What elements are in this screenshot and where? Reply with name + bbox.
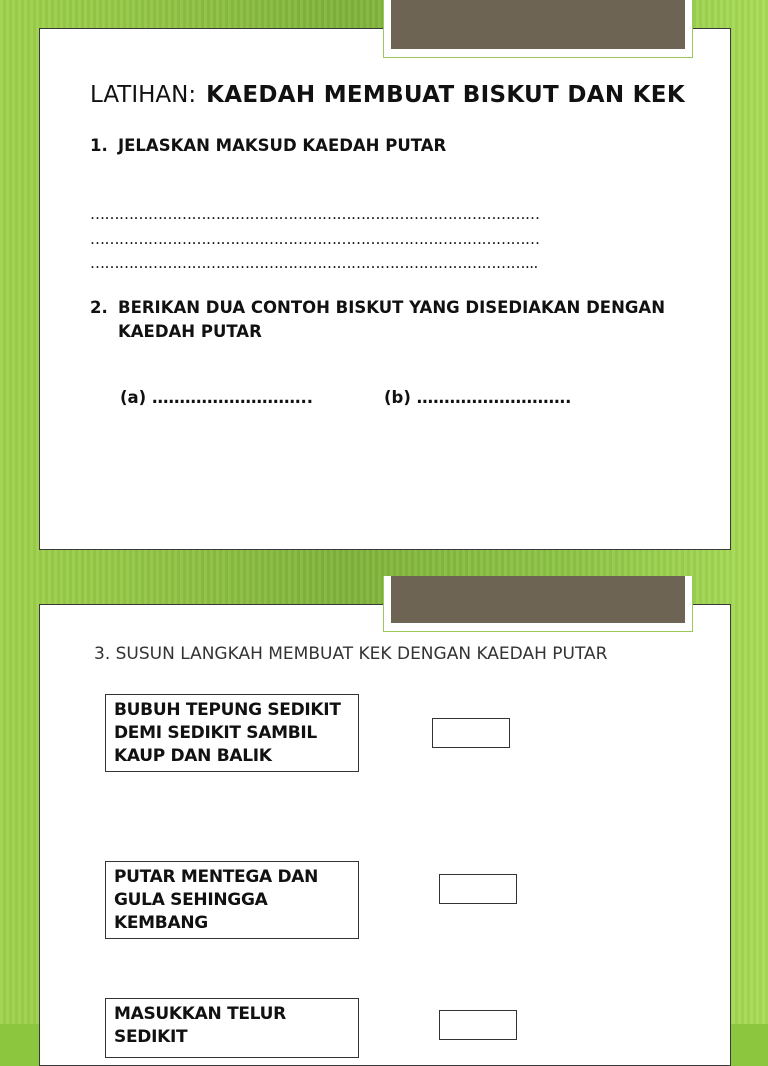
step-card-line: MASUKKAN TELUR SEDIKIT: [114, 1004, 286, 1047]
question-1-text: JELASKAN MAKSUD KAEDAH PUTAR: [118, 136, 447, 155]
step-card[interactable]: [105, 861, 359, 939]
order-input-box[interactable]: [432, 718, 510, 748]
question-1: [90, 134, 650, 158]
slide-2: [0, 576, 768, 1047]
slide-2-title-tab-frame: [383, 576, 693, 632]
step-card-line: GULA SEHINGGA: [114, 890, 268, 910]
question-2: [90, 296, 690, 344]
slide-2-title-tab: [391, 576, 685, 623]
page-title: [90, 82, 685, 108]
order-input-box[interactable]: [439, 1010, 517, 1040]
question-2-number: 2.: [90, 298, 108, 317]
slide-2-content-panel: [39, 604, 731, 1066]
step-card[interactable]: [105, 694, 359, 772]
question-3-title: 3. SUSUN LANGKAH MEMBUAT KEK DENGAN KAEDAH PUTAR: [94, 644, 608, 664]
question-2-line-1: BERIKAN DUA CONTOH BISKUT YANG DISEDIAKAN DENGAN: [118, 298, 666, 317]
question-2-line-2: KAEDAH PUTAR: [118, 322, 262, 341]
step-card-line: KEMBANG: [114, 913, 208, 933]
title-text: KAEDAH MEMBUAT BISKUT DAN KEK: [206, 82, 685, 108]
step-card-line: KAUP DAN BALIK: [114, 746, 272, 766]
title-label: LATIHAN:: [90, 82, 197, 108]
answer-line-3[interactable]: ………………………………………………………………………………...: [90, 254, 538, 272]
order-input-box[interactable]: [439, 874, 517, 904]
answer-line-1[interactable]: …………………………………………………………………………………: [90, 205, 540, 223]
answer-b[interactable]: (b) ……………………….: [384, 388, 572, 407]
slide-1-title-tab: [391, 0, 685, 49]
step-card-line: PUTAR MENTEGA DAN: [114, 867, 319, 887]
answer-a[interactable]: (a) ………………………..: [120, 388, 313, 407]
question-1-number: 1.: [90, 136, 108, 155]
step-card-line: BUBUH TEPUNG SEDIKIT: [114, 700, 341, 720]
step-card[interactable]: [105, 998, 359, 1058]
slide-1-title-tab-frame: [383, 0, 693, 58]
answer-line-2[interactable]: …………………………………………………………………………………: [90, 230, 540, 248]
step-card-line: DEMI SEDIKIT SAMBIL: [114, 723, 317, 743]
